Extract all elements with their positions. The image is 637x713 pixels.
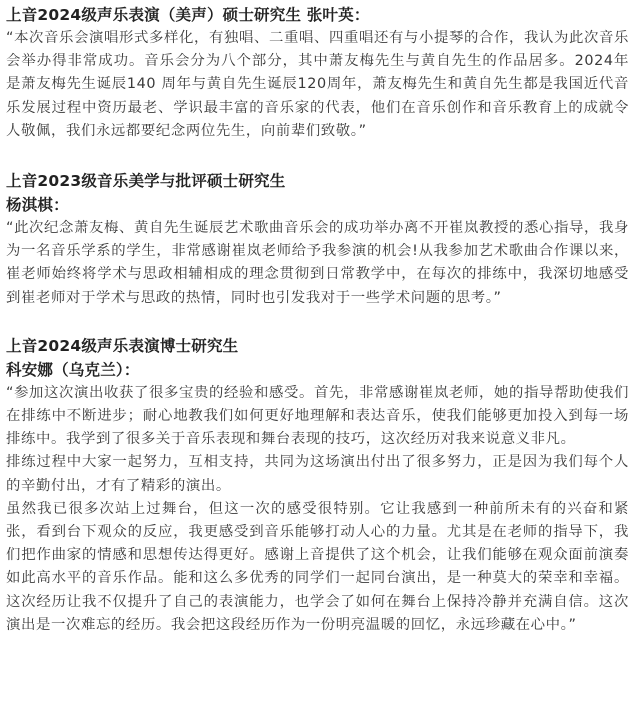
- testimonial-paragraph: “参加这次演出收获了很多宝贵的经验和感受。首先，非常感谢崔岚老师，她的指导帮助使我们在排练中不断进步；耐心地教我们如何更好地理解和表达音乐，使我们能够更加投入到每一场排练中。我学到了很多关于音乐表现和舞台表现的技巧，这次经历对我来说意义非凡。: [6, 384, 629, 448]
- testimonial-zhang-yeying: [6, 3, 629, 143]
- testimonial-author: 科安娜（乌克兰）：: [6, 360, 140, 379]
- testimonial-heading: 上音2024级声乐表演（美声）硕士研究生 张叶英：: [6, 6, 370, 24]
- testimonial-paragraph: 虽然我已很多次站上过舞台，但这一次的感受很特别。它让我感到一种前所未有的兴奋和紧张，看到台下观众的反应，我更感受到音乐能够打动人心的力量。尤其是在老师的指导下，我们把作曲家的情感和思想传达得更好。感谢上音提供了这个机会，让我们能够在观众面前演奏如此高水平的音乐作品。能和这么多优秀的同学们一起同台演出，是一种莫大的荣幸和幸福。这次经历让我不仅提升了自己的表演能力，也学会了如何在舞台上保持冷静并充满自信。这次演出是一次难忘的经历。我会把这段经历作为一份明亮温暖的回忆，永远珍藏在心中。”: [6, 500, 629, 633]
- testimonial-yang-qiqi: [6, 169, 629, 310]
- testimonial-paragraph: 排练过程中大家一起努力，互相支持，共同为这场演出付出了很多努力，正是因为我们每个人的辛勤付出，才有了精彩的演出。: [6, 454, 629, 494]
- testimonial-ke-anna: [6, 334, 629, 637]
- testimonial-author: 杨淇棋：: [6, 196, 69, 215]
- testimonial-paragraph: “本次音乐会演唱形式多样化，有独唱、二重唱、四重唱还有与小提琴的合作，我认为此次音乐会举办得非常成功。音乐会分为八个部分，其中萧友梅先生与黄自先生的作品居多。2024年是萧友梅先生诞辰140 周年与黄自先生诞辰120周年，萧友梅先生和黄自先生都是我国近代音乐发展过程中资历最老、学识最丰富的音乐家的代表，他们在音乐创作和音乐教育上的成就令人敬佩，我们永远都要纪念两位先生，向前辈们致敬。”: [6, 30, 629, 139]
- testimonial-paragraph: “此次纪念萧友梅、黄自先生诞辰艺术歌曲音乐会的成功举办离不开崔岚教授的悉心指导，我身为一名音乐学系的学生，非常感谢崔岚老师给予我参演的机会!从我参加艺术歌曲合作课以来，崔老师始终将学术与思政相辅相成的理念贯彻到日常教学中，在每次的排练中，我深切地感受到崔老师对于学术与思政的热情，同时也引发我对于一些学术问题的思考。”: [6, 220, 629, 306]
- testimonial-heading: 上音2023级音乐美学与批评硕士研究生: [6, 172, 286, 191]
- testimonial-heading: 上音2024级声乐表演博士研究生: [6, 336, 239, 355]
